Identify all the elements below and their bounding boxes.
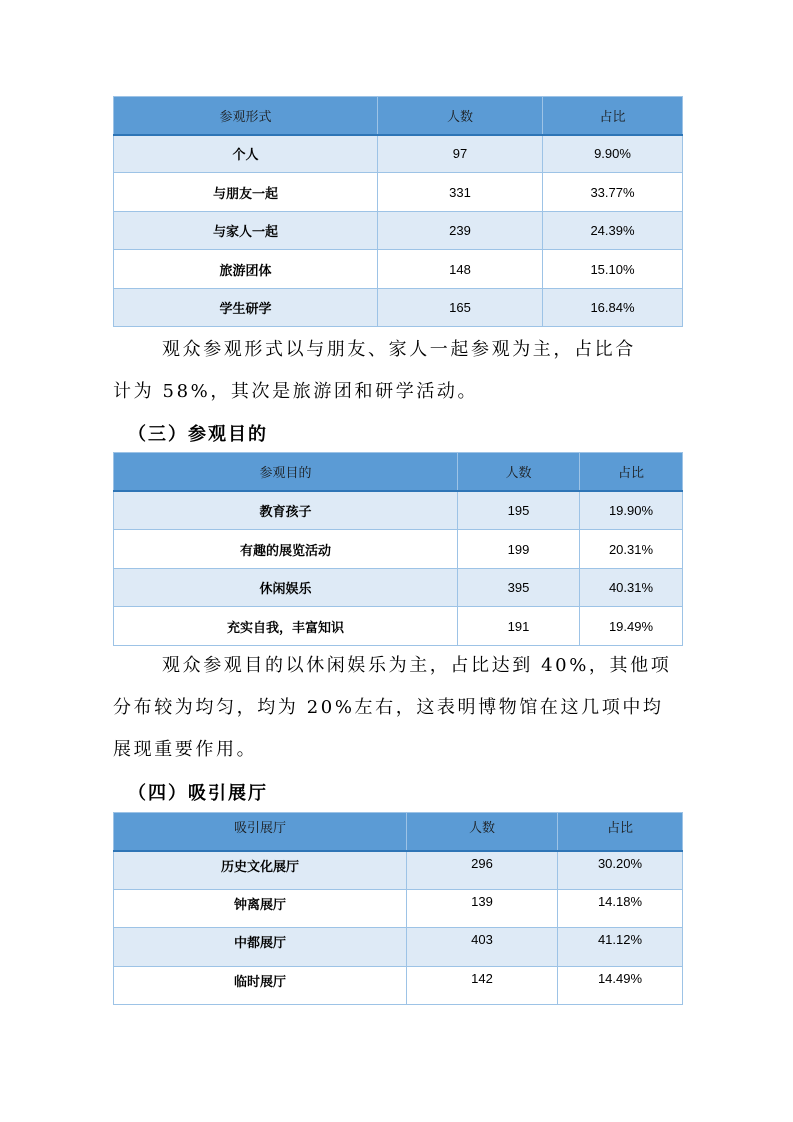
percent-cell: 16.84%: [543, 289, 683, 327]
paragraph-line: 分布较为均匀，均为 20%左右，这表明博物馆在这几项中均: [113, 697, 664, 718]
header-cell: 人数: [378, 97, 543, 135]
visit-purpose-table: [113, 452, 683, 646]
paragraph-line: 观众参观形式以与朋友、家人一起参观为主，占比合: [162, 339, 636, 360]
visit-form-paragraph: [113, 329, 682, 413]
table-header-row: [114, 813, 683, 851]
row-label: 教育孩子: [114, 491, 458, 530]
table-row: [114, 967, 683, 1005]
header-cell: 占比: [580, 453, 683, 491]
count-cell: 165: [378, 289, 543, 327]
count-cell: 296: [407, 851, 558, 890]
row-label: 个人: [114, 135, 378, 173]
table-row: [114, 851, 683, 890]
table-row: [114, 530, 683, 569]
row-label: 学生研学: [114, 289, 378, 327]
table-row: [114, 607, 683, 646]
row-label: 与家人一起: [114, 212, 378, 250]
row-label: 历史文化展厅: [114, 851, 407, 890]
header-cell: 占比: [558, 813, 683, 851]
count-cell: 331: [378, 173, 543, 212]
section-title-visit-purpose: （三）参观目的: [128, 424, 268, 445]
table-header-row: [114, 97, 683, 135]
header-cell: 参观形式: [114, 97, 378, 135]
table-row: [114, 135, 683, 173]
attractive-halls-table: [113, 812, 683, 1005]
table-row: [114, 212, 683, 250]
percent-cell: 41.12%: [558, 928, 683, 967]
table-row: [114, 928, 683, 967]
count-cell: 199: [458, 530, 580, 569]
paragraph-line: 计为 58%，其次是旅游团和研学活动。: [113, 381, 479, 402]
row-label: 休闲娱乐: [114, 569, 458, 607]
table-row: [114, 250, 683, 289]
header-cell: 参观目的: [114, 453, 458, 491]
row-label: 有趣的展览活动: [114, 530, 458, 569]
count-cell: 139: [407, 890, 558, 928]
percent-cell: 24.39%: [543, 212, 683, 250]
table-row: [114, 173, 683, 212]
visit-form-table: [113, 96, 683, 327]
table-row: [114, 491, 683, 530]
row-label: 充实自我，丰富知识: [114, 607, 458, 646]
percent-cell: 33.77%: [543, 173, 683, 212]
visit-purpose-paragraph: [113, 645, 682, 771]
count-cell: 191: [458, 607, 580, 646]
table-header-row: [114, 453, 683, 491]
count-cell: 195: [458, 491, 580, 530]
header-cell: 吸引展厅: [114, 813, 407, 851]
count-cell: 142: [407, 967, 558, 1005]
percent-cell: 19.49%: [580, 607, 683, 646]
row-label: 与朋友一起: [114, 173, 378, 212]
header-cell: 人数: [458, 453, 580, 491]
paragraph-line: 展现重要作用。: [113, 739, 258, 760]
percent-cell: 14.18%: [558, 890, 683, 928]
percent-cell: 14.49%: [558, 967, 683, 1005]
count-cell: 395: [458, 569, 580, 607]
percent-cell: 20.31%: [580, 530, 683, 569]
table-row: [114, 569, 683, 607]
count-cell: 239: [378, 212, 543, 250]
section-title-attractive-halls: （四）吸引展厅: [128, 783, 268, 804]
row-label: 钟离展厅: [114, 890, 407, 928]
row-label: 旅游团体: [114, 250, 378, 289]
count-cell: 97: [378, 135, 543, 173]
table-row: [114, 890, 683, 928]
header-cell: 占比: [543, 97, 683, 135]
percent-cell: 19.90%: [580, 491, 683, 530]
percent-cell: 15.10%: [543, 250, 683, 289]
table-row: [114, 289, 683, 327]
count-cell: 148: [378, 250, 543, 289]
paragraph-line: 观众参观目的以休闲娱乐为主，占比达到 40%，其他项: [162, 655, 672, 676]
percent-cell: 9.90%: [543, 135, 683, 173]
percent-cell: 40.31%: [580, 569, 683, 607]
row-label: 临时展厅: [114, 967, 407, 1005]
header-cell: 人数: [407, 813, 558, 851]
row-label: 中都展厅: [114, 928, 407, 967]
percent-cell: 30.20%: [558, 851, 683, 890]
count-cell: 403: [407, 928, 558, 967]
